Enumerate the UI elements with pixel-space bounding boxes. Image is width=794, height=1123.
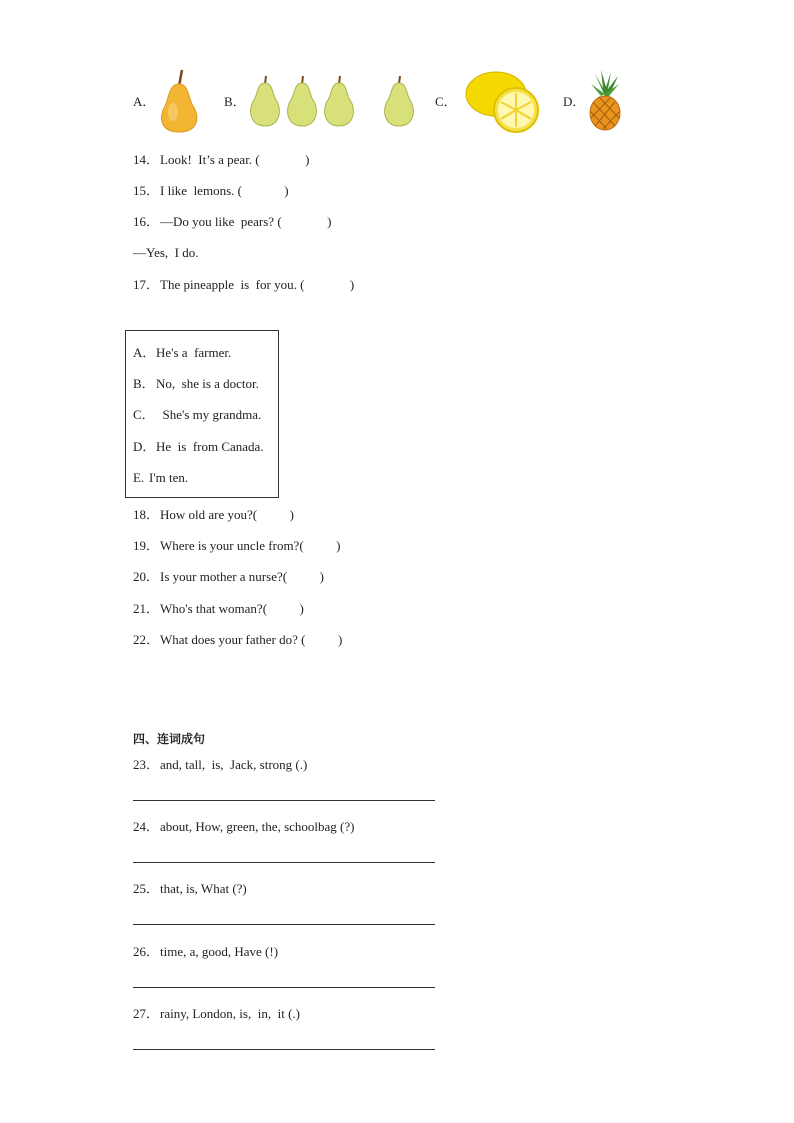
question-27-number: 27． bbox=[133, 1006, 160, 1021]
answer-line-24[interactable] bbox=[133, 862, 435, 863]
pear-icon bbox=[155, 68, 203, 134]
box-option-e-letter: E. bbox=[133, 470, 145, 485]
question-14-number: 14． bbox=[133, 152, 160, 167]
box-option-a-letter: A． bbox=[133, 345, 156, 360]
question-16-number: 16． bbox=[133, 214, 160, 229]
question-23-text: and, tall, is, Jack, strong (.) bbox=[160, 757, 308, 772]
question-16-text: —Do you like pears? ( ) bbox=[160, 214, 332, 229]
answer-line-23[interactable] bbox=[133, 800, 435, 801]
answer-line-26[interactable] bbox=[133, 987, 435, 988]
question-17-text: The pineapple is for you. ( ) bbox=[160, 277, 355, 292]
question-22-number: 22． bbox=[133, 632, 160, 647]
question-14-text: Look! It’s a pear. ( ) bbox=[160, 152, 310, 167]
question-18-text: How old are you?( ) bbox=[160, 507, 294, 522]
question-25-number: 25． bbox=[133, 881, 160, 896]
question-19-number: 19． bbox=[133, 538, 160, 553]
question-17-number: 17． bbox=[133, 277, 160, 292]
section-4-title: 四、连词成句 bbox=[133, 732, 206, 746]
question-26-number: 26． bbox=[133, 944, 160, 959]
question-21-text: Who's that woman?( ) bbox=[160, 601, 304, 616]
question-24-number: 24． bbox=[133, 819, 160, 834]
pears-icon bbox=[246, 74, 416, 128]
box-option-d-text: He is from Canada. bbox=[156, 439, 264, 454]
option-letter-c: C． bbox=[435, 94, 457, 109]
question-26-text: time, a, good, Have (!) bbox=[160, 944, 279, 959]
answer-line-27[interactable] bbox=[133, 1049, 435, 1050]
option-letter-a: A． bbox=[133, 94, 156, 109]
box-option-c-text: She's my grandma. bbox=[156, 407, 262, 422]
option-letter-d: D． bbox=[563, 94, 586, 109]
question-24-text: about, How, green, the, schoolbag (?) bbox=[160, 819, 355, 834]
answer-line-25[interactable] bbox=[133, 924, 435, 925]
question-18-number: 18． bbox=[133, 507, 160, 522]
question-20-text: Is your mother a nurse?( ) bbox=[160, 569, 324, 584]
box-option-e-text: I'm ten. bbox=[149, 470, 189, 485]
box-option-d-letter: D． bbox=[133, 439, 156, 454]
lemon-icon bbox=[466, 68, 542, 134]
question-23-number: 23． bbox=[133, 757, 160, 772]
option-letter-b: B． bbox=[224, 94, 246, 109]
pineapple-icon bbox=[587, 70, 623, 132]
question-20-number: 20． bbox=[133, 569, 160, 584]
question-16-answer: —Yes, I do. bbox=[133, 245, 199, 260]
question-22-text: What does your father do? ( ) bbox=[160, 632, 343, 647]
question-25-text: that, is, What (?) bbox=[160, 881, 247, 896]
box-option-b-text: No, she is a doctor. bbox=[156, 376, 259, 391]
box-option-b-letter: B． bbox=[133, 376, 155, 391]
question-27-text: rainy, London, is, in, it (.) bbox=[160, 1006, 300, 1021]
question-15-number: 15． bbox=[133, 183, 160, 198]
box-option-a-text: He's a farmer. bbox=[156, 345, 232, 360]
box-option-c-letter: C． bbox=[133, 407, 155, 422]
question-15-text: I like lemons. ( ) bbox=[160, 183, 289, 198]
question-21-number: 21． bbox=[133, 601, 160, 616]
question-19-text: Where is your uncle from?( ) bbox=[160, 538, 341, 553]
